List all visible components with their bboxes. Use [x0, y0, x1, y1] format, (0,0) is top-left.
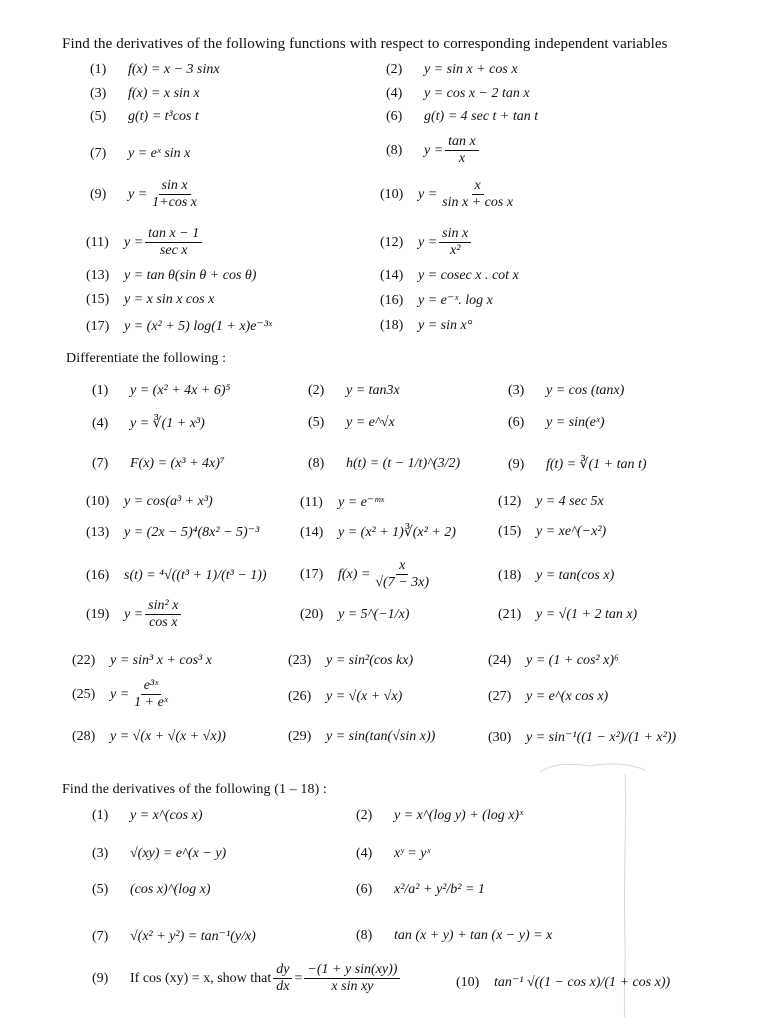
problem: (14) y = (x² + 1)∛(x² + 2)	[300, 525, 456, 540]
problem: (20) y = 5^(−1/x)	[300, 607, 410, 622]
problem: (30) y = sin⁻¹((1 − x²)/(1 + x²))	[488, 730, 677, 745]
problem: (5) g(t) = t³cos t	[90, 109, 199, 124]
problem: (22) y = sin³ x + cos³ x	[72, 653, 212, 668]
problem: (16) s(t) = ⁴√((t³ + 1)/(t³ − 1))	[86, 568, 267, 583]
problem: (17) y = (x² + 5) log(1 + x)e⁻³ˣ	[86, 319, 272, 334]
problem: (17) f(x) = $\frac{x}{√(7 - 3x)}$	[300, 558, 434, 591]
problem: (4) y = cos x − 2 tan x	[386, 86, 530, 101]
problem: (8) tan (x + y) + tan (x − y) = x	[356, 928, 553, 943]
problem: (25) y = $\frac{\text{e³ˣ}}{\text{1 + eˣ}}$	[72, 678, 173, 711]
section-2-heading: Differentiate the following :	[66, 351, 227, 366]
problem: (21) y = √(1 + 2 tan x)	[498, 607, 638, 622]
problem: (29) y = sin(tan(√sin x))	[288, 729, 436, 744]
problem: (7) √(x² + y²) = tan⁻¹(y/x)	[92, 929, 256, 944]
problem: (8) h(t) = (t − 1/t)^(3/2)	[308, 456, 461, 471]
problem: (2) y = sin x + cos x	[386, 62, 518, 77]
problem: (23) y = sin²(cos kx)	[288, 653, 414, 668]
fraction: $\frac{\text{−(1 + y sin(xy))}}{\text{x sin xy}}$	[304, 962, 400, 995]
problem: (24) y = (1 + cos² x)⁶	[488, 653, 619, 668]
problem: (5) y = e^√x	[308, 415, 395, 430]
problem: (28) y = √(x + √(x + √x))	[72, 729, 226, 744]
problem: (1) y = x^(cos x)	[92, 808, 203, 823]
fraction: $\frac{\text{tan x}}{x}$	[445, 134, 479, 167]
problem: (15) y = xe^(−x²)	[498, 524, 607, 539]
problem: (3) √(xy) = e^(x − y)	[92, 846, 227, 861]
problem: (3) f(x) = x sin x	[90, 86, 200, 101]
problem: (2) y = x^(log y) + (log x)ˣ	[356, 808, 524, 823]
fraction: $\frac{\text{sin x}}{\text{1+cos x}}$	[152, 178, 197, 211]
problem: (13) y = tan θ(sin θ + cos θ)	[86, 268, 257, 283]
problem: (2) y = tan3x	[308, 383, 400, 398]
problem: (4) xʸ = yˣ	[356, 846, 431, 861]
fraction: $\frac{\text{e³ˣ}}{\text{1 + eˣ}}$	[134, 678, 168, 711]
problem: (18) y = sin x°	[380, 318, 473, 333]
problem: (5) (cos x)^(log x)	[92, 882, 211, 897]
problem: (9) If cos (xy) = x, show that $\frac{dy}{dx}$ = $\frac{\text{−(1 + y sin(xy))}}{\text{x sin xy}}$	[92, 962, 402, 995]
problem: (27) y = e^(x cos x)	[488, 689, 609, 704]
fraction: $\frac{x}{√(7 - 3x)}$	[375, 558, 430, 591]
problem: (10) tan⁻¹ √((1 − cos x)/(1 + cos x))	[456, 975, 671, 990]
problem: (18) y = tan(cos x)	[498, 568, 615, 583]
fraction: $\frac{\text{tan x − 1}}{\text{sec x}}$	[145, 226, 202, 259]
problem: (4) y = ∛(1 + x³)	[92, 416, 205, 431]
problem: (9) y = $\frac{\text{sin x}}{\text{1+cos x}}$	[90, 178, 202, 211]
problem: (16) y = e⁻ˣ. log x	[380, 293, 493, 308]
problem: (14) y = cosec x . cot x	[380, 268, 519, 283]
fraction: $\frac{dy}{dx}$	[273, 962, 292, 995]
problem: (13) y = (2x − 5)⁴(8x² − 5)⁻³	[86, 525, 260, 540]
problem: (12) y = $\frac{\text{sin x}}{\text{x²}}$	[380, 226, 473, 259]
problem: (26) y = √(x + √x)	[288, 689, 403, 704]
problem: (11) y = $\frac{\text{tan x − 1}}{\text{sec x}}$	[86, 226, 204, 259]
problem: (10) y = cos(a³ + x³)	[86, 494, 213, 509]
problem: (15) y = x sin x cos x	[86, 292, 215, 307]
problem: (1) f(x) = x − 3 sinx	[90, 62, 220, 77]
section-1-heading: Find the derivatives of the following functions with respect to corresponding independent variables	[62, 36, 668, 52]
problem: (8) y = $\frac{\text{tan x}}{x}$	[386, 134, 481, 167]
problem: (1) y = (x² + 4x + 6)⁵	[92, 383, 231, 398]
fraction: $\frac{\text{sin² x}}{\text{cos x}}$	[145, 598, 181, 631]
problem: (3) y = cos (tanx)	[508, 383, 625, 398]
problem: (7) F(x) = (x³ + 4x)⁷	[92, 456, 225, 471]
problem: (19) y = $\frac{\text{sin² x}}{\text{cos x}}$	[86, 598, 183, 631]
problem: (6) x²/a² + y²/b² = 1	[356, 882, 485, 897]
section-3-heading: Find the derivatives of the following (1 – 18) :	[62, 782, 327, 797]
fraction: $\frac{x}{\text{sin x + cos x}}$	[442, 178, 514, 211]
fraction: $\frac{\text{sin x}}{\text{x²}}$	[439, 226, 471, 259]
problem: (12) y = 4 sec 5x	[498, 494, 604, 509]
problem: (6) y = sin(eˣ)	[508, 415, 605, 430]
problem: (6) g(t) = 4 sec t + tan t	[386, 109, 539, 124]
problem: (9) f(t) = ∛(1 + tan t)	[508, 457, 647, 472]
problem: (10) y = $\frac{x}{\text{sin x + cos x}}$	[380, 178, 518, 211]
problem: (7) y = eˣ sin x	[90, 146, 191, 161]
problem: (11) y = e⁻ᵐˣ	[300, 495, 385, 510]
